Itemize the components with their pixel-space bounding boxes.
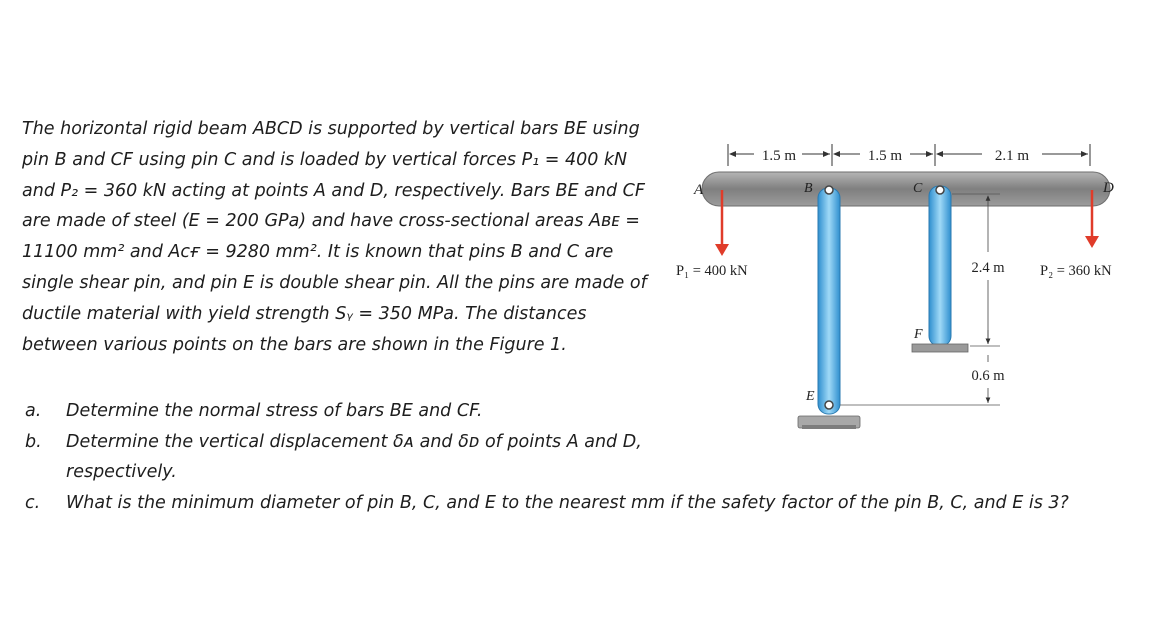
point-a-label: A	[694, 182, 704, 198]
problem-statement	[22, 114, 662, 360]
dim-bc-label: 1.5 m	[867, 148, 903, 164]
problem-text: The horizontal rigid beam ABCD is supported by vertical bars BE using pin B and CF using pin C and is loaded by vertical forces P₁ = 400 kN and P₂ = 360 kN acting at points A and D, respectively. Bars BE and CF are made of steel (E = 200 GPa) and have cross-sectional areas Aʙᴇ = 11100 mm² and Aᴄғ = 9280 mm². It is known that pins B and C are single shear pin, and pin E is double shear pin. All the pins are made of ductile material with yield strength Sᵧ = 350 MPa. The distances between various points on the bars are shown in the Figure 1.	[22, 119, 647, 355]
part-c-text: What is the minimum diameter of pin B, C, and E to the nearest mm if the safety factor of the pin B, C, and E is 3?	[66, 493, 1069, 513]
dim-ab-label: 1.5 m	[761, 148, 797, 164]
load-p1-label: P₁ = 400 kN	[676, 263, 748, 279]
dim-cd-label: 2.1 m	[994, 148, 1030, 164]
dim-offset-label: 0.6 m	[971, 368, 1005, 384]
point-f-label: F	[914, 327, 923, 342]
support-e	[798, 416, 860, 429]
pin-b-icon	[825, 186, 833, 194]
point-e-label: E	[806, 389, 815, 404]
load-p2-label: P₂ = 360 kN	[1040, 263, 1112, 279]
bar-be	[818, 188, 840, 414]
part-a-letter: a.	[25, 401, 42, 421]
point-c-label: C	[913, 181, 923, 196]
part-a-text: Determine the normal stress of bars BE and CF.	[66, 401, 483, 421]
part-b-letter: b.	[25, 432, 42, 452]
point-d-label: D	[1103, 180, 1114, 196]
bar-cf	[929, 186, 951, 346]
figure-1-beam-diagram	[670, 130, 1150, 440]
part-c-letter: c.	[25, 493, 41, 513]
pin-c-icon	[936, 186, 944, 194]
rigid-beam-abcd	[702, 172, 1110, 206]
dim-cf-length-label: 2.4 m	[971, 260, 1005, 276]
support-f	[912, 344, 968, 352]
part-b-text: Determine the vertical displacement δᴀ and δᴅ of points A and D, respectively.	[66, 432, 642, 482]
point-b-label: B	[804, 181, 813, 196]
pin-e-icon	[825, 401, 833, 409]
